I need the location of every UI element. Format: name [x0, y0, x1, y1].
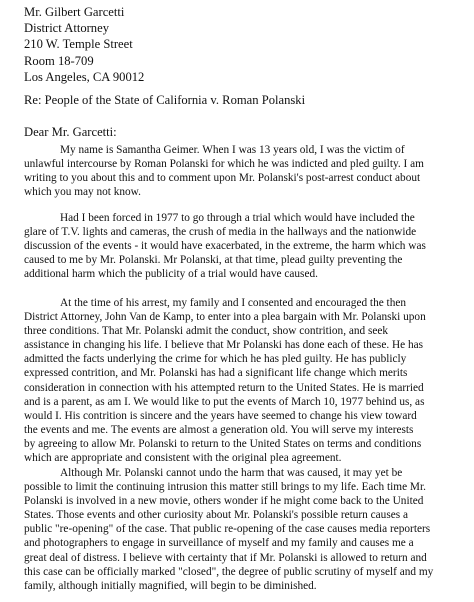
paragraph-line: glare of T.V. lights and cameras, the crush of media in the hallways and the nationwide — [24, 226, 417, 239]
paragraph-line: discussion of the events - it would have exacerbated, in the extreme, the harm which was — [24, 240, 426, 253]
paragraph-line: additional harm which the publicity of a trial would have caused. — [24, 268, 318, 281]
paragraph-line: unlawful intercourse by Roman Polanski for which he was indicted and pled guilty. I am — [24, 158, 424, 171]
paragraph-line: great deal of distress. I believe with certainty that if Mr. Polanski is allowed to return and — [24, 551, 427, 564]
paragraph-line: by agreeing to allow Mr. Polanski to return to the United States on terms and conditions — [24, 437, 422, 450]
paragraph-line: Polanski is involved in a new movie, others wonder if he might come back to the United — [24, 495, 424, 508]
paragraph-line: expressed contrition, and Mr. Polanski has had a significant life change which merits — [24, 367, 408, 380]
recipient-room: Room 18-709 — [24, 53, 94, 68]
paragraph-line: which are appropriate and consistent with the original plea agreement. — [24, 452, 342, 465]
paragraph-line: At the time of his arrest, my family and I consented and encouraged the then — [60, 297, 407, 309]
recipient-title: District Attorney — [24, 21, 109, 36]
paragraph-line: would I. His contrition is sincere and the years have seemed to change his view toward — [24, 409, 417, 422]
paragraph-line: My name is Samantha Geimer. When I was 13 years old, I was the victim of — [60, 144, 405, 156]
paragraph-line: writing to you about this and to comment upon Mr. Polanski's post-arrest conduct about — [24, 172, 421, 185]
paragraph-line: consideration in connection with his attempted return to the United States. He is married — [24, 381, 424, 394]
paragraph-line: the events and me. The events are almost a generation old. You will serve my interests — [24, 423, 414, 436]
paragraph-line: three conditions. That Mr. Polanski admit the conduct, show contrition, and seek — [24, 325, 389, 338]
recipient-city: Los Angeles, CA 90012 — [24, 69, 145, 84]
paragraph-line: public "re-opening" of the case. That public re-opening of the case causes media reporters — [24, 523, 431, 536]
paragraph-line: Had I been forced in 1977 to go through a trial which would have included the — [60, 212, 415, 224]
salutation: Dear Mr. Garcetti: — [24, 125, 117, 139]
paragraph-3 — [24, 296, 464, 465]
paragraph-line: caused to me by Mr. Polanski. Mr Polanski, at that time, plead guilty preventing the — [24, 254, 403, 267]
paragraph-line: assistance in changing his life. I believe that Mr Polanski has done each of these. He has — [24, 339, 424, 352]
paragraph-line: Although Mr. Polanski cannot undo the harm that was caused, it may yet be — [60, 467, 403, 479]
paragraph-line: family, although initially magnified, will begin to be diminished. — [24, 579, 317, 592]
paragraph-line: which you may not know. — [24, 186, 141, 199]
re-line: Re: People of the State of California v. Roman Polanski — [24, 93, 306, 107]
recipient-address-block — [24, 4, 324, 85]
paragraph-2 — [24, 211, 464, 281]
recipient-street: 210 W. Temple Street — [24, 37, 133, 52]
paragraph-1 — [24, 143, 464, 199]
paragraph-line: District Attorney, John Van de Kamp, to enter into a plea bargain with Mr. Polanski upon — [24, 311, 426, 324]
paragraph-line: and photographers to engage in surveillance of myself and my family and causes me a — [24, 537, 414, 550]
paragraph-line: admitted the facts underlying the crime for which he has pled guilty. He has publicly — [24, 353, 407, 366]
paragraph-4 — [24, 466, 464, 593]
paragraph-line: and is a parent, as am I. We would like to put the events of March 10, 1977 behind us, as — [24, 395, 425, 408]
paragraph-line: possible to limit the continuing intrusion this matter still brings to my life. Each time Mr. — [24, 481, 426, 494]
paragraph-line: States. Those events and other curiosity about Mr. Polanski's possible return causes a — [24, 509, 408, 522]
paragraph-line: this case can be officially marked "closed", the degree of public scrutiny of myself and my — [24, 565, 434, 578]
recipient-name: Mr. Gilbert Garcetti — [24, 5, 125, 19]
